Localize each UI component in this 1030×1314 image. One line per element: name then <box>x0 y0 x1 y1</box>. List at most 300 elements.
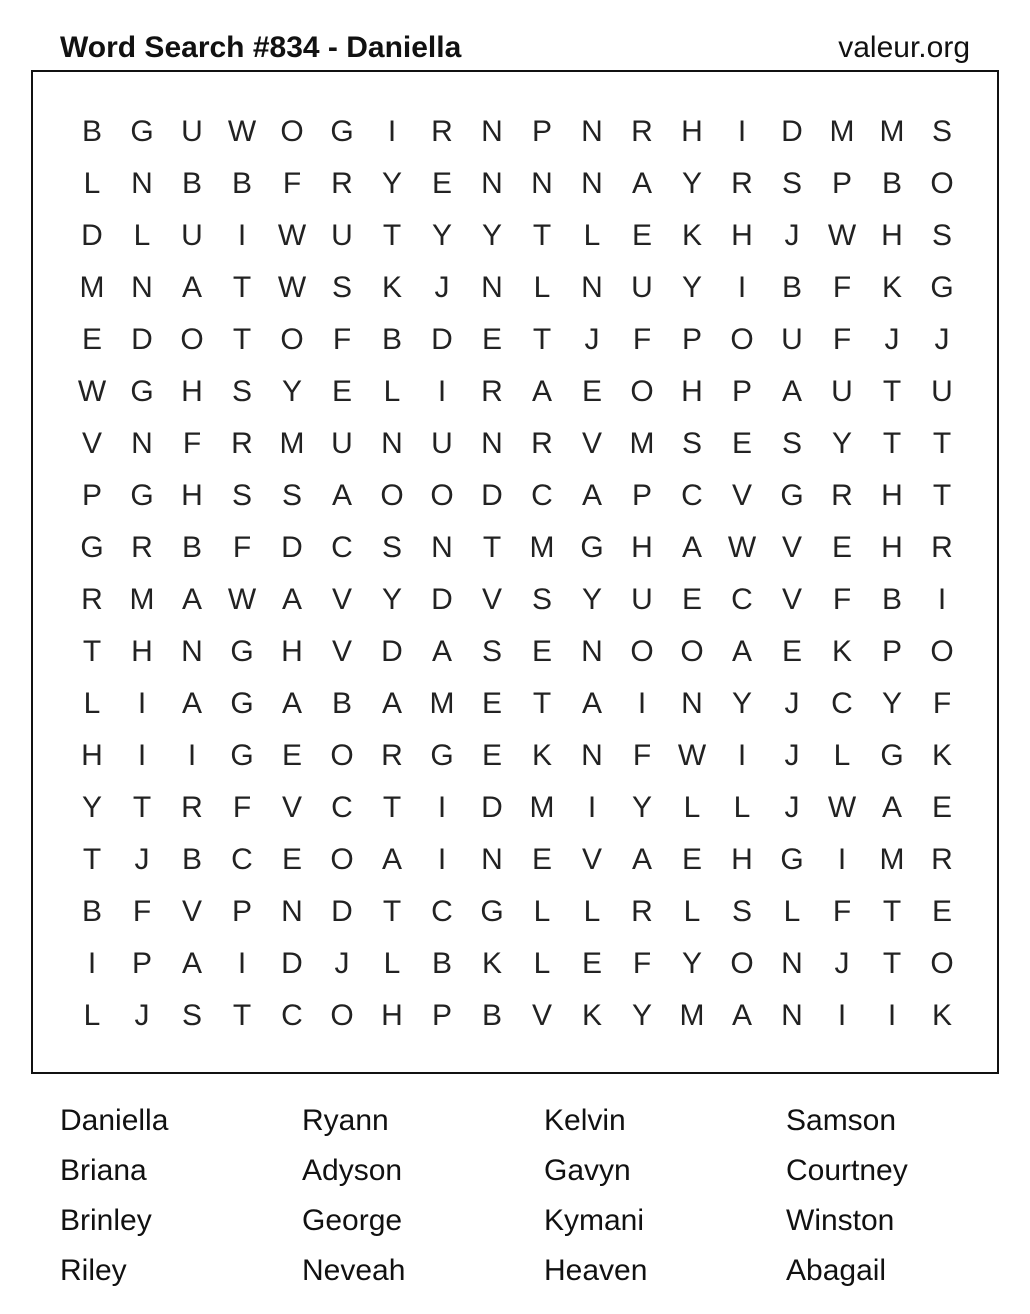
grid-cell[interactable]: U <box>931 375 953 408</box>
grid-cell[interactable]: J <box>134 843 150 876</box>
grid-cell[interactable]: C <box>331 531 353 564</box>
grid-cell[interactable]: O <box>280 323 304 356</box>
grid-cell[interactable]: M <box>679 999 705 1032</box>
grid-cell[interactable]: G <box>780 479 804 512</box>
grid-cell[interactable]: V <box>531 999 552 1032</box>
grid-cell[interactable]: W <box>227 583 257 616</box>
grid-cell[interactable]: H <box>381 999 403 1032</box>
grid-cell[interactable]: T <box>82 843 102 876</box>
grid-cell[interactable]: O <box>930 167 954 200</box>
grid-cell[interactable]: F <box>832 895 852 928</box>
grid-cell[interactable]: G <box>580 531 604 564</box>
grid-cell[interactable]: L <box>783 895 801 928</box>
grid-cell[interactable]: D <box>281 531 303 564</box>
grid-cell[interactable]: J <box>784 739 800 772</box>
grid-cell[interactable]: S <box>731 895 752 928</box>
grid-cell[interactable]: E <box>81 323 102 356</box>
grid-cell[interactable]: J <box>434 271 450 304</box>
grid-cell[interactable]: N <box>481 843 503 876</box>
grid-cell[interactable]: B <box>481 999 502 1032</box>
grid-cell[interactable]: Y <box>81 791 102 824</box>
grid-cell[interactable]: H <box>881 531 903 564</box>
grid-cell[interactable]: M <box>629 427 655 460</box>
grid-cell[interactable]: I <box>87 947 97 980</box>
grid-cell[interactable]: K <box>931 999 952 1032</box>
grid-cell[interactable]: M <box>529 531 555 564</box>
grid-cell[interactable]: K <box>481 947 502 980</box>
grid-cell[interactable]: B <box>381 323 402 356</box>
grid-cell[interactable]: P <box>531 115 552 148</box>
grid-cell[interactable]: V <box>781 531 802 564</box>
grid-cell[interactable]: I <box>437 375 447 408</box>
grid-cell[interactable]: A <box>181 947 202 980</box>
grid-cell[interactable]: D <box>481 479 503 512</box>
grid-cell[interactable]: U <box>781 323 803 356</box>
grid-cell[interactable]: W <box>727 531 757 564</box>
grid-cell[interactable]: T <box>232 271 252 304</box>
grid-cell[interactable]: B <box>181 531 202 564</box>
grid-cell[interactable]: O <box>430 479 454 512</box>
grid-cell[interactable]: H <box>881 479 903 512</box>
grid-cell[interactable]: L <box>583 895 601 928</box>
grid-cell[interactable]: I <box>737 739 747 772</box>
grid-cell[interactable]: S <box>681 427 702 460</box>
grid-cell[interactable]: R <box>331 167 353 200</box>
grid-cell[interactable]: O <box>680 635 704 668</box>
grid-cell[interactable]: A <box>281 583 302 616</box>
grid-cell[interactable]: E <box>481 323 502 356</box>
grid-cell[interactable]: I <box>437 791 447 824</box>
grid-cell[interactable]: K <box>581 999 602 1032</box>
grid-cell[interactable]: K <box>681 219 702 252</box>
grid-cell[interactable]: R <box>481 375 503 408</box>
grid-cell[interactable]: I <box>937 583 947 616</box>
grid-cell[interactable]: W <box>227 115 257 148</box>
grid-cell[interactable]: R <box>931 843 953 876</box>
grid-cell[interactable]: S <box>531 583 552 616</box>
grid-cell[interactable]: T <box>532 687 552 720</box>
grid-cell[interactable]: Y <box>631 791 652 824</box>
grid-cell[interactable]: K <box>381 271 402 304</box>
grid-cell[interactable]: R <box>631 895 653 928</box>
grid-cell[interactable]: S <box>481 635 502 668</box>
grid-cell[interactable]: U <box>431 427 453 460</box>
grid-cell[interactable]: A <box>881 791 902 824</box>
grid-cell[interactable]: L <box>83 687 101 720</box>
grid-cell[interactable]: D <box>131 323 153 356</box>
grid-cell[interactable]: R <box>731 167 753 200</box>
grid-cell[interactable]: L <box>683 791 701 824</box>
grid-cell[interactable]: N <box>581 167 603 200</box>
grid-cell[interactable]: P <box>881 635 902 668</box>
grid-cell[interactable]: E <box>781 635 802 668</box>
grid-cell[interactable]: E <box>681 583 702 616</box>
grid-cell[interactable]: V <box>581 427 602 460</box>
grid-cell[interactable]: F <box>182 427 202 460</box>
grid-cell[interactable]: F <box>832 583 852 616</box>
grid-cell[interactable]: L <box>133 219 151 252</box>
grid-cell[interactable]: A <box>731 635 752 668</box>
grid-cell[interactable]: H <box>281 635 303 668</box>
grid-cell[interactable]: H <box>181 375 203 408</box>
grid-cell[interactable]: J <box>934 323 950 356</box>
grid-cell[interactable]: F <box>282 167 302 200</box>
grid-cell[interactable]: N <box>781 999 803 1032</box>
grid-cell[interactable]: N <box>131 167 153 200</box>
grid-cell[interactable]: B <box>881 167 902 200</box>
grid-cell[interactable]: G <box>430 739 454 772</box>
grid-cell[interactable]: F <box>632 323 652 356</box>
grid-cell[interactable]: B <box>181 843 202 876</box>
grid-cell[interactable]: T <box>382 895 402 928</box>
grid-cell[interactable]: A <box>781 375 802 408</box>
grid-cell[interactable]: Y <box>431 219 452 252</box>
grid-cell[interactable]: C <box>731 583 753 616</box>
grid-cell[interactable]: U <box>181 219 203 252</box>
grid-cell[interactable]: E <box>431 167 452 200</box>
grid-cell[interactable]: P <box>131 947 152 980</box>
grid-cell[interactable]: R <box>181 791 203 824</box>
grid-cell[interactable]: J <box>134 999 150 1032</box>
grid-cell[interactable]: Y <box>881 687 902 720</box>
grid-cell[interactable]: O <box>180 323 204 356</box>
grid-cell[interactable]: L <box>733 791 751 824</box>
grid-cell[interactable]: G <box>480 895 504 928</box>
grid-cell[interactable]: N <box>481 271 503 304</box>
grid-cell[interactable]: K <box>931 739 952 772</box>
grid-cell[interactable]: L <box>583 219 601 252</box>
grid-cell[interactable]: Y <box>381 583 402 616</box>
grid-cell[interactable]: C <box>231 843 253 876</box>
grid-cell[interactable]: Y <box>681 271 702 304</box>
grid-cell[interactable]: A <box>181 583 202 616</box>
grid-cell[interactable]: F <box>632 947 652 980</box>
grid-cell[interactable]: B <box>331 687 352 720</box>
grid-cell[interactable]: A <box>681 531 702 564</box>
grid-cell[interactable]: E <box>931 895 952 928</box>
grid-cell[interactable]: S <box>781 427 802 460</box>
grid-cell[interactable]: D <box>81 219 103 252</box>
grid-cell[interactable]: A <box>381 843 402 876</box>
grid-cell[interactable]: O <box>730 947 754 980</box>
grid-cell[interactable]: G <box>930 271 954 304</box>
grid-cell[interactable]: T <box>382 791 402 824</box>
grid-cell[interactable]: P <box>231 895 252 928</box>
grid-cell[interactable]: R <box>631 115 653 148</box>
grid-cell[interactable]: Y <box>381 167 402 200</box>
grid-cell[interactable]: T <box>132 791 152 824</box>
grid-cell[interactable]: N <box>581 271 603 304</box>
grid-cell[interactable]: G <box>230 635 254 668</box>
grid-cell[interactable]: I <box>887 999 897 1032</box>
grid-cell[interactable]: P <box>681 323 702 356</box>
grid-cell[interactable]: G <box>130 479 154 512</box>
grid-cell[interactable]: T <box>232 323 252 356</box>
grid-cell[interactable]: U <box>181 115 203 148</box>
grid-cell[interactable]: E <box>931 791 952 824</box>
grid-cell[interactable]: N <box>431 531 453 564</box>
grid-cell[interactable]: Y <box>481 219 502 252</box>
grid-cell[interactable]: R <box>131 531 153 564</box>
grid-cell[interactable]: V <box>281 791 302 824</box>
grid-cell[interactable]: C <box>281 999 303 1032</box>
grid-cell[interactable]: T <box>882 427 902 460</box>
grid-cell[interactable]: A <box>181 687 202 720</box>
grid-cell[interactable]: Y <box>731 687 752 720</box>
grid-cell[interactable]: D <box>381 635 403 668</box>
grid-cell[interactable]: N <box>481 427 503 460</box>
grid-cell[interactable]: F <box>332 323 352 356</box>
grid-cell[interactable]: P <box>831 167 852 200</box>
grid-cell[interactable]: H <box>731 219 753 252</box>
grid-cell[interactable]: R <box>231 427 253 460</box>
grid-cell[interactable]: G <box>880 739 904 772</box>
grid-cell[interactable]: I <box>837 843 847 876</box>
grid-cell[interactable]: B <box>781 271 802 304</box>
grid-cell[interactable]: R <box>81 583 103 616</box>
grid-cell[interactable]: A <box>581 479 602 512</box>
grid-cell[interactable]: C <box>681 479 703 512</box>
grid-cell[interactable]: H <box>181 479 203 512</box>
grid-cell[interactable]: G <box>230 739 254 772</box>
grid-cell[interactable]: D <box>331 895 353 928</box>
grid-cell[interactable]: Y <box>681 167 702 200</box>
grid-cell[interactable]: G <box>130 375 154 408</box>
grid-cell[interactable]: F <box>232 791 252 824</box>
grid-cell[interactable]: C <box>831 687 853 720</box>
grid-cell[interactable]: O <box>730 323 754 356</box>
grid-cell[interactable]: J <box>584 323 600 356</box>
grid-cell[interactable]: A <box>631 843 652 876</box>
grid-cell[interactable]: I <box>737 115 747 148</box>
grid-cell[interactable]: E <box>681 843 702 876</box>
grid-cell[interactable]: E <box>481 739 502 772</box>
grid-cell[interactable]: W <box>277 271 307 304</box>
grid-cell[interactable]: H <box>681 375 703 408</box>
grid-cell[interactable]: H <box>81 739 103 772</box>
grid-cell[interactable]: S <box>181 999 202 1032</box>
grid-cell[interactable]: Y <box>681 947 702 980</box>
grid-cell[interactable]: V <box>181 895 202 928</box>
grid-cell[interactable]: U <box>631 583 653 616</box>
grid-cell[interactable]: R <box>381 739 403 772</box>
grid-cell[interactable]: L <box>83 167 101 200</box>
grid-cell[interactable]: S <box>931 115 952 148</box>
grid-cell[interactable]: I <box>437 843 447 876</box>
grid-cell[interactable]: U <box>331 219 353 252</box>
grid-cell[interactable]: P <box>631 479 652 512</box>
grid-cell[interactable]: S <box>381 531 402 564</box>
grid-cell[interactable]: L <box>83 999 101 1032</box>
grid-cell[interactable]: N <box>681 687 703 720</box>
grid-cell[interactable]: J <box>884 323 900 356</box>
grid-cell[interactable]: I <box>387 115 397 148</box>
grid-cell[interactable]: J <box>784 687 800 720</box>
grid-cell[interactable]: D <box>481 791 503 824</box>
grid-cell[interactable]: C <box>431 895 453 928</box>
grid-cell[interactable]: V <box>331 635 352 668</box>
grid-cell[interactable]: E <box>281 843 302 876</box>
grid-cell[interactable]: T <box>882 375 902 408</box>
grid-cell[interactable]: M <box>129 583 155 616</box>
grid-cell[interactable]: O <box>330 999 354 1032</box>
grid-cell[interactable]: M <box>829 115 855 148</box>
grid-cell[interactable]: Y <box>831 427 852 460</box>
grid-cell[interactable]: A <box>631 167 652 200</box>
grid-cell[interactable]: E <box>831 531 852 564</box>
grid-cell[interactable]: M <box>879 115 905 148</box>
grid-cell[interactable]: F <box>932 687 952 720</box>
grid-cell[interactable]: I <box>587 791 597 824</box>
grid-cell[interactable]: L <box>683 895 701 928</box>
grid-cell[interactable]: V <box>81 427 102 460</box>
grid-cell[interactable]: W <box>827 219 857 252</box>
grid-cell[interactable]: C <box>331 791 353 824</box>
grid-cell[interactable]: T <box>532 219 552 252</box>
grid-cell[interactable]: L <box>833 739 851 772</box>
grid-cell[interactable]: O <box>930 635 954 668</box>
grid-cell[interactable]: I <box>237 219 247 252</box>
grid-cell[interactable]: N <box>581 115 603 148</box>
grid-cell[interactable]: E <box>281 739 302 772</box>
grid-cell[interactable]: G <box>780 843 804 876</box>
grid-cell[interactable]: F <box>132 895 152 928</box>
grid-cell[interactable]: N <box>481 167 503 200</box>
grid-cell[interactable]: I <box>187 739 197 772</box>
grid-cell[interactable]: N <box>281 895 303 928</box>
grid-cell[interactable]: M <box>429 687 455 720</box>
grid-cell[interactable]: M <box>279 427 305 460</box>
grid-cell[interactable]: S <box>281 479 302 512</box>
grid-cell[interactable]: T <box>932 427 952 460</box>
grid-cell[interactable]: N <box>131 271 153 304</box>
grid-cell[interactable]: U <box>331 427 353 460</box>
grid-cell[interactable]: H <box>631 531 653 564</box>
grid-cell[interactable]: D <box>431 583 453 616</box>
grid-cell[interactable]: Y <box>631 999 652 1032</box>
grid-cell[interactable]: P <box>431 999 452 1032</box>
grid-cell[interactable]: I <box>137 739 147 772</box>
grid-cell[interactable]: D <box>281 947 303 980</box>
grid-cell[interactable]: H <box>681 115 703 148</box>
grid-cell[interactable]: S <box>231 375 252 408</box>
grid-cell[interactable]: V <box>581 843 602 876</box>
grid-cell[interactable]: F <box>832 323 852 356</box>
grid-cell[interactable]: L <box>383 375 401 408</box>
grid-cell[interactable]: T <box>482 531 502 564</box>
grid-cell[interactable]: U <box>831 375 853 408</box>
grid-cell[interactable]: I <box>237 947 247 980</box>
grid-cell[interactable]: M <box>529 791 555 824</box>
grid-cell[interactable]: B <box>81 895 102 928</box>
grid-cell[interactable]: B <box>231 167 252 200</box>
grid-cell[interactable]: I <box>637 687 647 720</box>
grid-cell[interactable]: O <box>330 843 354 876</box>
grid-cell[interactable]: R <box>831 479 853 512</box>
grid-cell[interactable]: J <box>334 947 350 980</box>
grid-cell[interactable]: A <box>431 635 452 668</box>
grid-cell[interactable]: N <box>131 427 153 460</box>
grid-cell[interactable]: J <box>784 791 800 824</box>
grid-cell[interactable]: F <box>632 739 652 772</box>
grid-cell[interactable]: T <box>382 219 402 252</box>
grid-cell[interactable]: R <box>431 115 453 148</box>
grid-cell[interactable]: K <box>531 739 552 772</box>
grid-cell[interactable]: Y <box>281 375 302 408</box>
grid-cell[interactable]: L <box>533 895 551 928</box>
grid-cell[interactable]: T <box>882 947 902 980</box>
grid-cell[interactable]: R <box>531 427 553 460</box>
grid-cell[interactable]: O <box>380 479 404 512</box>
grid-cell[interactable]: I <box>837 999 847 1032</box>
grid-cell[interactable]: D <box>781 115 803 148</box>
grid-cell[interactable]: A <box>181 271 202 304</box>
grid-cell[interactable]: G <box>330 115 354 148</box>
grid-cell[interactable]: E <box>531 635 552 668</box>
grid-cell[interactable]: D <box>431 323 453 356</box>
grid-cell[interactable]: W <box>277 219 307 252</box>
grid-cell[interactable]: O <box>330 739 354 772</box>
grid-cell[interactable]: E <box>531 843 552 876</box>
grid-cell[interactable]: V <box>331 583 352 616</box>
grid-cell[interactable]: N <box>581 739 603 772</box>
grid-cell[interactable]: S <box>931 219 952 252</box>
grid-cell[interactable]: O <box>280 115 304 148</box>
grid-cell[interactable]: Y <box>581 583 602 616</box>
grid-cell[interactable]: G <box>130 115 154 148</box>
grid-cell[interactable]: F <box>832 271 852 304</box>
grid-cell[interactable]: M <box>879 843 905 876</box>
grid-cell[interactable]: A <box>581 687 602 720</box>
grid-cell[interactable]: L <box>533 271 551 304</box>
grid-cell[interactable]: L <box>383 947 401 980</box>
grid-cell[interactable]: J <box>834 947 850 980</box>
grid-cell[interactable]: T <box>532 323 552 356</box>
grid-cell[interactable]: R <box>931 531 953 564</box>
grid-cell[interactable]: T <box>932 479 952 512</box>
grid-cell[interactable]: E <box>581 375 602 408</box>
grid-cell[interactable]: W <box>827 791 857 824</box>
grid-cell[interactable]: P <box>81 479 102 512</box>
grid-cell[interactable]: S <box>231 479 252 512</box>
grid-cell[interactable]: O <box>630 375 654 408</box>
grid-cell[interactable]: N <box>581 635 603 668</box>
grid-cell[interactable]: O <box>630 635 654 668</box>
grid-cell[interactable]: N <box>381 427 403 460</box>
grid-cell[interactable]: B <box>81 115 102 148</box>
grid-cell[interactable]: A <box>381 687 402 720</box>
grid-cell[interactable]: A <box>531 375 552 408</box>
grid-cell[interactable]: C <box>531 479 553 512</box>
grid-cell[interactable]: J <box>784 219 800 252</box>
grid-cell[interactable]: E <box>331 375 352 408</box>
grid-cell[interactable]: H <box>881 219 903 252</box>
grid-cell[interactable]: T <box>82 635 102 668</box>
grid-cell[interactable]: K <box>881 271 902 304</box>
grid-cell[interactable]: M <box>79 271 105 304</box>
grid-cell[interactable]: B <box>431 947 452 980</box>
grid-cell[interactable]: E <box>731 427 752 460</box>
grid-cell[interactable]: B <box>181 167 202 200</box>
grid-cell[interactable]: N <box>481 115 503 148</box>
grid-cell[interactable]: T <box>232 999 252 1032</box>
grid-cell[interactable]: G <box>230 687 254 720</box>
grid-cell[interactable]: V <box>781 583 802 616</box>
grid-cell[interactable]: S <box>781 167 802 200</box>
grid-cell[interactable]: L <box>533 947 551 980</box>
grid-cell[interactable]: B <box>881 583 902 616</box>
grid-cell[interactable]: H <box>131 635 153 668</box>
